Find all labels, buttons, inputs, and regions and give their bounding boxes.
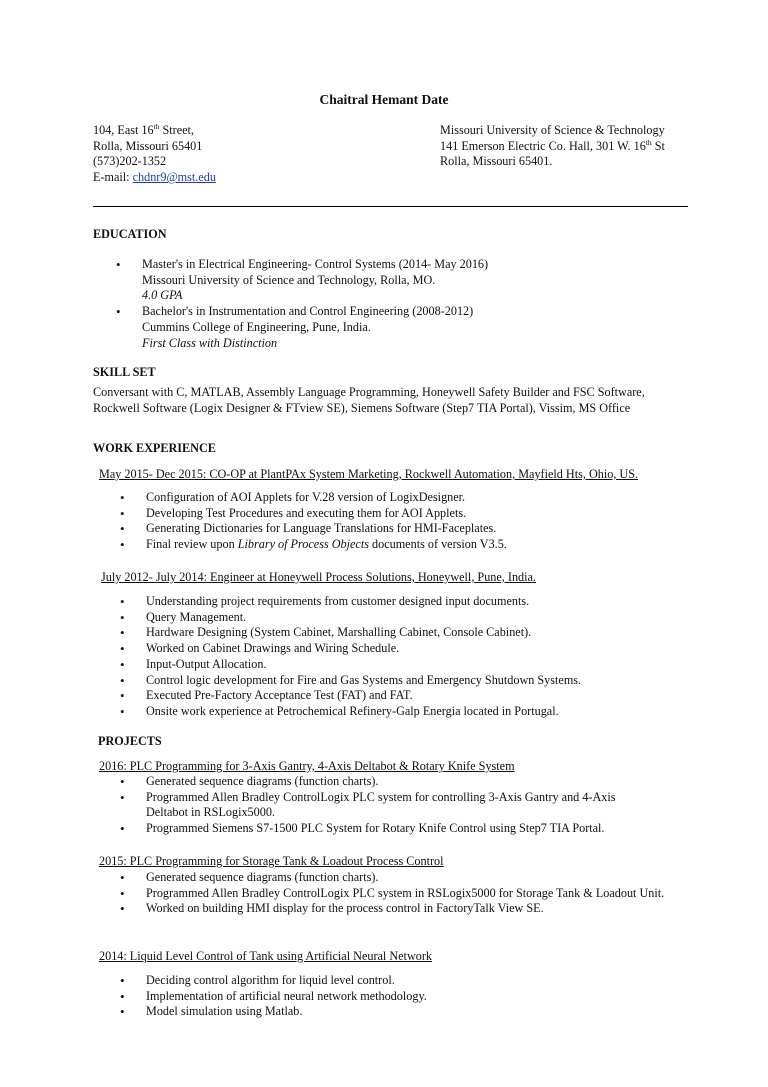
- city-address: Rolla, Missouri 65401: [93, 138, 203, 153]
- contact-right: [440, 123, 665, 170]
- header-divider: [93, 206, 688, 207]
- street-address: 104, East 16th Street,: [93, 122, 194, 137]
- list-item: • Programmed Allen Bradley ControlLogix PLC system in RSLogix5000 for Storage Tank & Loadout Unit.: [120, 886, 672, 902]
- email-link[interactable]: chdnr9@mst.edu: [132, 170, 216, 185]
- skills-text: Conversant with C, MATLAB, Assembly Language Programming, Honeywell Safety Builder and FSC Software, Rockwell Software (Logix Designer & FTview SE), Siemens Software (Step7 TIA Portal), Vissim, MS Office: [93, 385, 645, 415]
- list-item: • Programmed Siemens S7-1500 PLC System for Rotary Knife Control using Step7 TIA Portal.: [120, 821, 660, 837]
- project-heading: 2015: PLC Programming for Storage Tank & Loadout Process Control: [99, 854, 444, 868]
- list-item: • Programmed Allen Bradley ControlLogix PLC system for controlling 3-Axis Gantry and 4-Axis Deltabot in RSLogix5000.: [120, 790, 660, 821]
- list-item: • Control logic development for Fire and Gas Systems and Emergency Shutdown Systems.: [120, 673, 680, 689]
- list-item: • Executed Pre-Factory Acceptance Test (FAT) and FAT.: [120, 688, 680, 704]
- project-heading: 2016: PLC Programming for 3-Axis Gantry, 4-Axis Deltabot & Rotary Knife System: [99, 759, 515, 773]
- work-heading: WORK EXPERIENCE: [93, 441, 216, 455]
- projects-heading: PROJECTS: [98, 734, 162, 748]
- list-item: • Worked on Cabinet Drawings and Wiring Schedule.: [120, 641, 680, 657]
- list-item: • Generating Dictionaries for Language Translations for HMI-Faceplates.: [120, 521, 680, 537]
- list-item: • Onsite work experience at Petrochemical Refinery-Galp Energia located in Portugal.: [120, 704, 680, 720]
- phone-number: (573)202-1352: [93, 154, 167, 169]
- list-item: • Deciding control algorithm for liquid level control.: [120, 973, 660, 989]
- list-item: • Bachelor's in Instrumentation and Control Engineering (2008-2012) Cummins College of Engineering, Pune, India. First Class with Distinction: [116, 304, 676, 351]
- list-item: • Final review upon Library of Process Objects documents of version V3.5.: [120, 537, 680, 553]
- project-bullets: [120, 973, 660, 1020]
- university-city: Rolla, Missouri 65401.: [440, 154, 553, 169]
- list-item: • Understanding project requirements from customer designed input documents.: [120, 594, 680, 610]
- resume-name: Chaitral Hemant Date: [319, 92, 449, 107]
- list-item: • Implementation of artificial neural network methodology.: [120, 989, 660, 1005]
- contact-left: [93, 123, 216, 186]
- project-bullets: [120, 870, 672, 917]
- education-heading: EDUCATION: [93, 227, 167, 241]
- list-item: • Model simulation using Matlab.: [120, 1004, 660, 1020]
- list-item: • Generated sequence diagrams (function charts).: [120, 870, 672, 886]
- job-bullets: [120, 490, 680, 553]
- list-item: • Query Management.: [120, 610, 680, 626]
- list-item: • Input-Output Allocation.: [120, 657, 680, 673]
- project-heading: 2014: Liquid Level Control of Tank using Artificial Neural Network: [99, 949, 432, 963]
- education-list: [116, 257, 676, 351]
- job-heading: May 2015- Dec 2015: CO-OP at PlantPAx System Marketing, Rockwell Automation, Mayfield Hts, Ohio, US.: [99, 467, 639, 481]
- list-item: • Generated sequence diagrams (function charts).: [120, 774, 660, 790]
- university-name: Missouri University of Science & Technology: [440, 123, 665, 137]
- list-item: • Master's in Electrical Engineering- Control Systems (2014- May 2016) Missouri University of Science and Technology, Rolla, MO. 4.0 GPA: [116, 257, 676, 304]
- project-bullets: [120, 774, 660, 837]
- email-line: E-mail: chdnr9@mst.edu: [93, 170, 216, 185]
- job-bullets: [120, 594, 680, 720]
- list-item: • Developing Test Procedures and executing them for AOI Applets.: [120, 506, 680, 522]
- list-item: • Worked on building HMI display for the process control in FactoryTalk View SE.: [120, 901, 672, 917]
- list-item: • Configuration of AOI Applets for V.28 version of LogixDesigner.: [120, 490, 680, 506]
- university-address: 141 Emerson Electric Co. Hall, 301 W. 16th St: [440, 137, 665, 153]
- job-heading: July 2012- July 2014: Engineer at Honeywell Process Solutions, Honeywell, Pune, India.: [101, 570, 536, 584]
- list-item: • Hardware Designing (System Cabinet, Marshalling Cabinet, Console Cabinet).: [120, 625, 680, 641]
- skills-heading: SKILL SET: [93, 365, 156, 379]
